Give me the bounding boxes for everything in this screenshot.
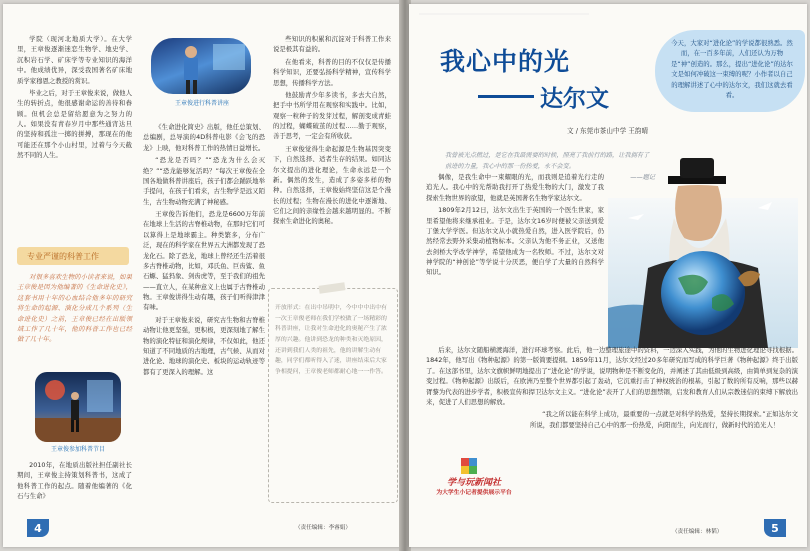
note-box (268, 288, 398, 503)
left-page (3, 4, 401, 547)
paragraph: 他鼓励青少年多读书，多去大自然，把手中书所学用在观察和实践中。比如，观察一粒种子的发芽过程，解剖变成青蛙的过程，蝴蝶破茧的过程……勤于观察，善于思考，一定会有所收获。 (273, 90, 391, 141)
article-subtitle: 达尔文 (540, 86, 609, 112)
darwin-illustration (608, 158, 798, 348)
note-text: 开放形式：在出中吊明中，今中中中出中有一次王章俊老师在我们学校做了一场精彩的科普讲座，让我对生命进化的奥秘产生了浓厚的兴趣。他讲到恐龙的种类和灭绝原因，还讲到我们人类的祖先，他的讲解生动有趣，同学们都听得入了迷，讲座结束后大家争相提问，王章俊老师都耐心地一一作答。 (275, 305, 387, 375)
epigraph-signature: ——题记 (630, 174, 655, 182)
publisher-logo (422, 457, 522, 527)
left-col-1-bottom (17, 460, 132, 504)
title-dash (478, 95, 534, 98)
page-number: 5 (764, 519, 786, 537)
paragraph: 王章俊觉得生命起源是生物基因突变下，自然选择、适者生存的结果。如同达尔文提出的进化理论，生命永远是一个新。偶然的发生，造成了多姿多样的物种。自然选择，王章俊始终坚信这是个漫长的过程；生物在漫长的进化中逐渐地、它们之间的亲缘性会越来越明显的。不断探索生命进化的奥秘。 (273, 144, 391, 226)
paragraph: 后来，达尔文随船横渡海洋，进行环球考察。此后，他一边整理旅途中的资料，一边深入实践，为他的生物进化理论寻找根据。1842年，他写出《物种起源》的第一版简要提纲。1859年11月，达尔文经过20多年研究而写成的科学巨著《物种起源》终于出版了。在这部书里，达尔文旗帜鲜明地提出了“进化论”的学说，说明物种是不断变化的，并阐述了其由低级到高级，由简单到复杂的演变过程。《物种起源》出版后，在欧洲乃至整个世界都引起了轰动，它沉重打击了神权统治的根基，引起了数的所有反响，那些以赫胥黎为代表的进步学者，积极宣传和捍卫达尔文主义。“进化论”表开了人们的思想禁锢，启发和教育人们从宗教迷信的束缚下解放出来，促进了人们思想的解放。 (426, 346, 798, 406)
photo-tv-program (35, 372, 121, 442)
paragraph: 对于王章俊来说，研究古生物和古脊椎动物让他更坚强，更积极，更深刻地了解生物的演化特征和演化规律，不仅如此，他还知道了不同地质的古地理，古气候、从而对进化论、地球的演化史、板块的运动轨迹等都有了更深入的理解。这 (143, 315, 265, 376)
photo-caption: 王章俊参加科普节目 (50, 446, 105, 453)
paragraph: 2010年，在地质出版社担任副社长期间，王章俊主持策划科普书，这成了他科普工作的起点。随着他编著的《化石与生命》 (17, 461, 132, 501)
paragraph: 1809年2月12日，达尔文出生于英国的一个医生世家，家里希望他将来继承祖业。于是，达尔文16岁时便被父亲送到爱丁堡大学学医。但达尔文从小就热爱自然，进入医学院后，仍然经常去野外采集动植物标本。父亲认为他不务正业，又送他去剑桥大学改学神学，希望他成为一名牧师。不过，达尔文对神学院的“神创论”等学说十分厌恶，便自学了大量的自然科学知识。 (426, 206, 604, 277)
publisher-name: 学与玩新闻社 (446, 478, 501, 488)
page-number: 4 (27, 519, 49, 537)
photo-caption: 王章俊进行科普讲座 (174, 100, 229, 107)
editor-credit: （责任编辑：李睿娟） (295, 525, 351, 531)
article-title: 我心中的光 (440, 47, 571, 76)
paragraph: 毕业之后，对于王章俊来说，做他人生的转折点，他很感谢命运的善待和眷顾。但机会总是留给愿意为之努力的人。如果没有青春岁月中那些通宵达旦的坚持和孤注一掷的拼搏，那现在的他可能还在那个小山村里，过着与今天截然不同的人生。 (17, 88, 132, 160)
photo-lecture (151, 38, 251, 94)
epigraph-text: 我曾被光点燃过，是它在我最需要的时候，照亮了我前行的路，让我拥有了前进的力量，我心中的那一份热爱，永不会变。 (445, 152, 650, 171)
darwin-globe-image (608, 158, 798, 348)
paragraph: 些知识的积累和沉淀对于科普工作来说是极其有益的。 (273, 35, 391, 54)
paragraph: “我之所以能在科学上成功，最重要的一点就是对科学的热爱，坚持长期探索。”正如达尔文所说，我们都要坚持自己心中的那一份热爱，向阳而生，向光而行，做新时代的追光人！ (530, 410, 798, 429)
right-col-top (426, 172, 604, 280)
left-col-1-top (17, 34, 132, 163)
paragraph: 在他看来，科普的目的不仅仅是传播科学知识，还要弘扬科学精神，宣传科学思想，传播科学方法。 (273, 57, 391, 87)
cube-logo-icon (460, 457, 478, 475)
byline: 文 / 东莞市茶山中学 王韵晴 (567, 127, 649, 135)
paragraph: 学院（现河北地质大学）。在大学里，王章俊逐渐迷恋生物学、地史学、沉积岩石学、矿床学等专业知识的海洋中。他成绩优异，深受我国著名矿床地质学家穆恩之教授的赏识。 (17, 35, 132, 85)
tape-decoration (319, 282, 346, 294)
lecture-image (151, 38, 251, 94)
paragraph: 《生命进化简史》出版，他任总策划、总编剧，总导演的4D科普电影《会飞的恐龙》上映，他对科普工作的热情日益增长。 (143, 123, 265, 152)
left-col-3 (273, 34, 391, 229)
section-title: 专业严谨的科普工作 (17, 247, 129, 265)
left-col-1-italic: 对很多喜欢生物的小读者来说，如果王章俊是因为他编著的《生命进化史》，这套书用十年的心血结合他多年的研究将生命的起源、演化分成几个系列（生命进化史）之前，王章俊已经在出版领域工作了几十年，他的科普工作也已经做了几十年。 (17, 273, 132, 344)
editor-credit: （责任编辑：林韬） (672, 529, 723, 535)
intro-bubble: 今天，大家对“进化论”的学说都很熟悉。然而，在一百多年前，人们还认为万物是“神”创造的。那么，提出“进化论”的达尔文是如何冲破这一束缚的呢？小作者以自己的理解讲述了心中的达尔文，我们这就去看看。 (655, 30, 805, 112)
tv-program-image (35, 372, 121, 442)
right-col-full (426, 345, 798, 432)
publisher-slogan: 为大学生小记者提供展示平台 (436, 490, 512, 496)
paragraph: 偶像，是我生命中一束耀眼的光，而我则是追着光行走的追光人。我心中的光帮助我打开了热爱生物的大门，激发了我探索生物世界的欲望，他就是英国著名生物学家达尔文。 (426, 173, 604, 202)
paragraph: 王章俊告诉他们，恐龙是6600万年前在地球上生活的古脊椎动物，在那时它们可以算得上是地球霸主。种类繁多，分布广泛，现在的科学家在世界五大洲都发现了恐龙化石。除了恐龙，地球上曾经还生活着很多古脊椎动物，比如，邓氏鱼、巨齿鲨、鱼石螈、猛犸象、剑齿虎等，至于我们的祖先——直立人，在某种意义上也属于古脊椎动物。王章俊讲得生动有趣，孩子们听得津津有味。 (143, 210, 265, 312)
paragraph: “恐龙是否吗？”“恐龙为什么会灭绝？”“恐龙能够复活吗？”每次王章俊在全国各地做科普讲座后，孩子们都会踊跃地举手提问，在孩子们看来，古生物学是远又陌生，古生物动物充满了神秘感。 (143, 156, 265, 206)
left-col-2 (143, 122, 265, 379)
